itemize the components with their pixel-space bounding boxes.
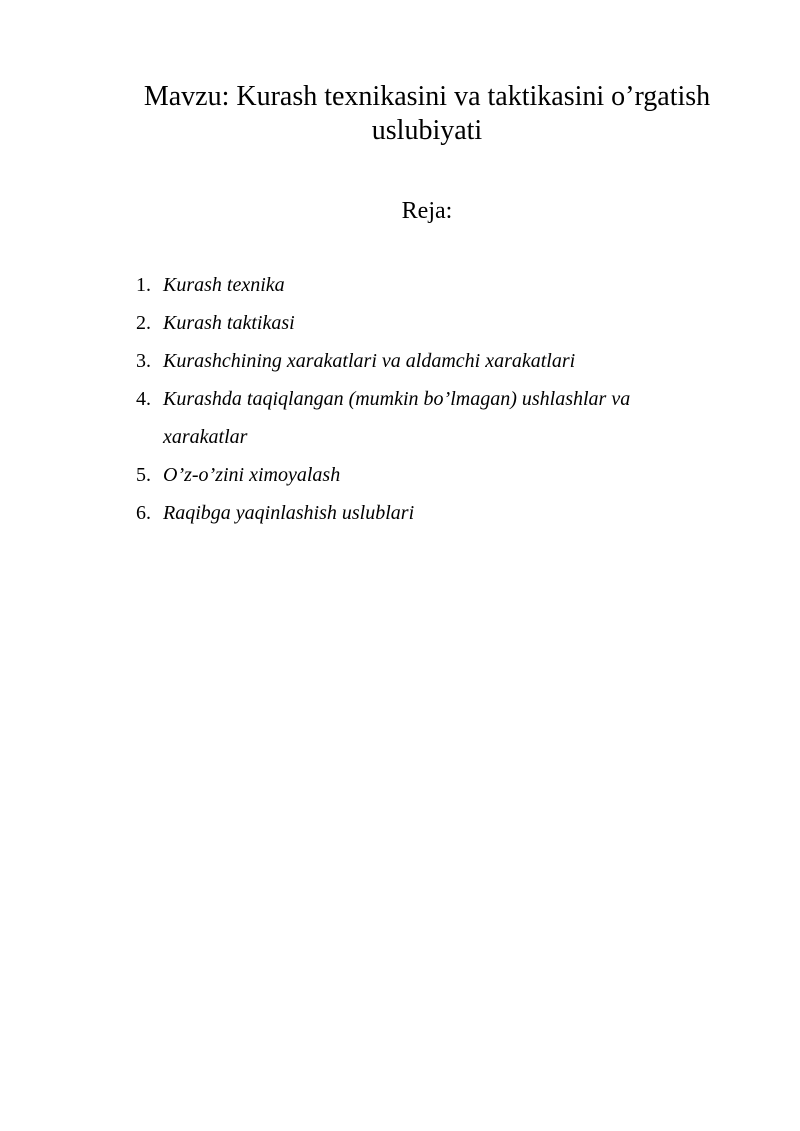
list-item bbox=[136, 380, 696, 456]
list-item-text: Kurashchining xarakatlari va aldamchi xarakatlari bbox=[163, 350, 576, 372]
list-item bbox=[136, 342, 696, 380]
list-item-number: 2. bbox=[136, 312, 151, 334]
list-item-number: 5. bbox=[136, 464, 151, 486]
list-item bbox=[136, 494, 696, 532]
list-item-text: Kurashda taqiqlangan (mumkin bo’lmagan) ushlashlar va xarakatlar bbox=[163, 388, 631, 448]
list-item-number: 4. bbox=[136, 388, 151, 410]
list-item-text: Kurash taktikasi bbox=[163, 312, 295, 334]
list-item bbox=[136, 266, 696, 304]
list-item-text: Kurash texnika bbox=[163, 274, 285, 296]
plan-heading: Reja: bbox=[401, 198, 453, 224]
list-item bbox=[136, 456, 696, 494]
list-item-number: 6. bbox=[136, 502, 151, 524]
list-item-number: 1. bbox=[136, 274, 151, 296]
list-item-number: 3. bbox=[136, 350, 151, 372]
plan-list bbox=[136, 266, 696, 532]
list-item-text: O’z-o’zini ximoyalash bbox=[163, 464, 341, 486]
list-item bbox=[136, 304, 696, 342]
document-title: Mavzu: Kurash texnikasini va taktikasini o’rgatish uslubiyati bbox=[143, 81, 711, 146]
list-item-text: Raqibga yaqinlashish uslublari bbox=[163, 502, 415, 524]
